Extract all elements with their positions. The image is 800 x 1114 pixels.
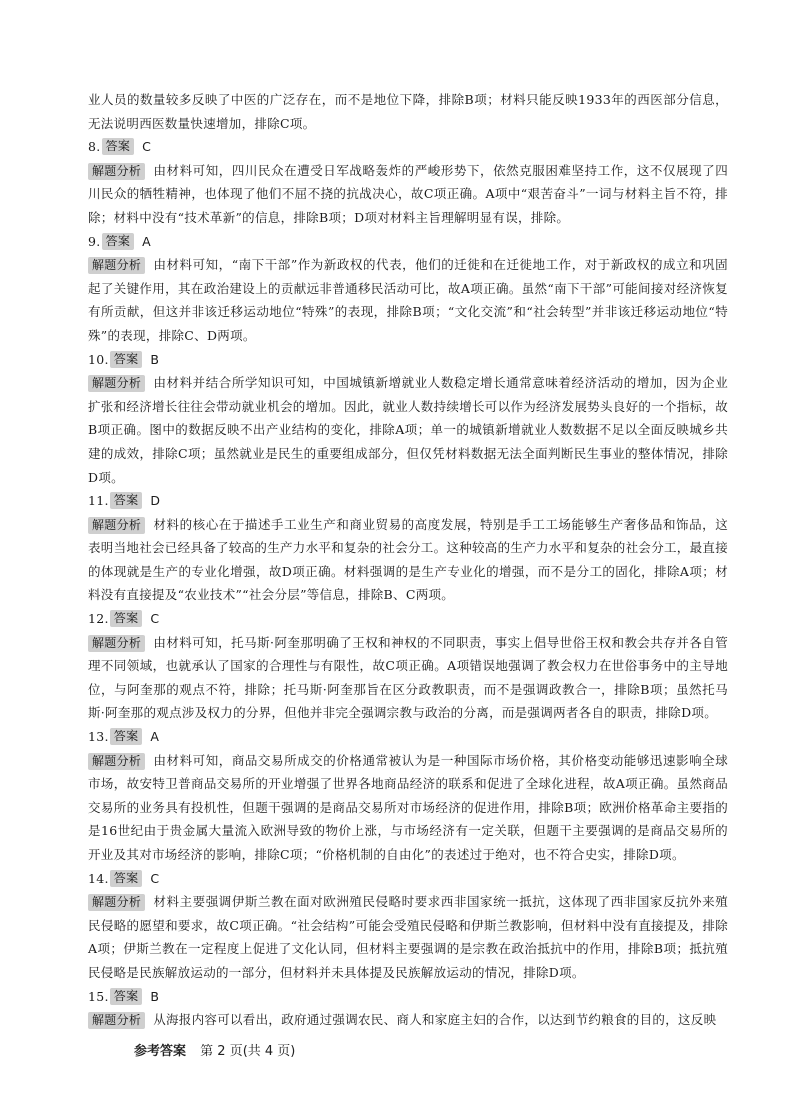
analysis-tag: 解题分析 (88, 753, 145, 770)
answer-letter: B (150, 351, 160, 367)
answer-letter: C (142, 139, 152, 155)
answer-tag: 答案 (110, 610, 143, 627)
analysis-text: 由材料可知，“南下干部”作为新政权的代表，他们的迁徙和在迁徙地工作，对于新政权的成立和巩固起了关键作用，其在政治建设上的贡献远非普通移民活动可比，故A项正确。虽然“南下干部”可能间接对经济恢复有所贡献，但这并非该迁移运动地位“特殊”的表现，排除B项；“文化交流”和“社会转型”并非该迁移运动地位“特殊”的表现，排除C、D两项。 (88, 257, 728, 343)
analysis-paragraph (88, 371, 728, 489)
analysis-tag: 解题分析 (88, 894, 145, 911)
answer-tag: 答案 (102, 233, 135, 250)
answer-letter: C (150, 611, 160, 627)
analysis-text: 由材料并结合所学知识可知，中国城镇新增就业人数稳定增长通常意味着经济活动的增加，因为企业扩张和经济增长往往会带动就业机会的增加。因此，就业人数持续增长可以作为经济发展势头良好的一个指标，故B项正确。图中的数据反映不出产业结构的变化，排除A项；单一的城镇新增就业人数数据不足以全面反映城乡共建的成效，排除C项；虽然就业是民生的重要组成部分，但仅凭材料数据无法全面判断民生事业的整体情况，排除D项。 (88, 375, 729, 485)
answer-tag: 答案 (110, 728, 143, 745)
question-item (88, 725, 728, 867)
analysis-paragraph (88, 159, 728, 230)
question-header (88, 230, 728, 254)
answer-tag: 答案 (110, 988, 143, 1005)
analysis-text: 材料的核心在于描述手工业生产和商业贸易的高度发展，特别是手工工场能够生产奢侈品和饰品，这表明当地社会已经具备了较高的生产力水平和复杂的社会分工。这种较高的生产力水平和复杂的社会分工，最直接的体现就是生产的专业化增强，故D项正确。材料强调的是生产专业化的增强，而不是分工的固化，排除A项；材料没有直接提及“农业技术”“社会分层”等信息，排除B、C两项。 (88, 516, 729, 603)
question-number: 8. (88, 139, 101, 155)
analysis-tag: 解题分析 (88, 1012, 145, 1029)
analysis-text: 由材料可知，托马斯·阿奎那明确了王权和神权的不同职责，事实上倡导世俗王权和教会共存并各自管理不同领域，也就承认了国家的合理性与有限性，故C项正确。A项错误地强调了教会权力在世俗事务中的主导地位，与阿奎那的观点不符，排除；托马斯·阿奎那旨在区分政教职责，而不是强调政教合一，排除B项；虽然托马斯·阿奎那的观点涉及权力的分界，但他并非完全强调宗教与政治的分离，而是强调两者各自的职责，排除D项。 (88, 634, 728, 721)
answer-content (88, 88, 728, 1032)
question-header (88, 867, 728, 891)
question-item (88, 607, 728, 725)
question-number: 14. (88, 870, 109, 886)
question-header (88, 135, 728, 159)
analysis-paragraph (88, 1008, 728, 1032)
question-header (88, 348, 728, 372)
analysis-text: 由材料可知，商品交易所成交的价格通常被认为是一种国际市场价格，其价格变动能够迅速影响全球市场，故安特卫普商品交易所的开业增强了世界各地商品经济的联系和促进了全球化进程，故A项正确。虽然商品交易所的业务具有投机性，但题干强调的是商品交易所对市场经济的促进作用，排除B项；欧洲价格革命主要指的是16世纪由于贵金属大量流入欧洲导致的物价上涨，与市场经济有一定关联，但题干主要强调的是商品交易所的开业及其对市场经济的影响，排除C项；“价格机制的自由化”的表述过于绝对，也不符合史实，排除D项。 (88, 752, 728, 862)
analysis-tag: 解题分析 (88, 257, 145, 274)
page-footer (134, 1040, 295, 1059)
question-item (88, 867, 728, 985)
question-item (88, 489, 728, 607)
answer-letter: A (142, 233, 151, 249)
answer-tag: 答案 (110, 870, 143, 887)
question-number: 13. (88, 729, 109, 745)
question-header (88, 607, 728, 631)
answer-list (88, 135, 728, 1032)
question-number: 12. (88, 611, 109, 627)
question-header (88, 489, 728, 513)
answer-letter: A (150, 729, 160, 745)
analysis-paragraph (88, 513, 728, 607)
answer-tag: 答案 (110, 351, 143, 368)
answer-letter: B (150, 988, 160, 1004)
analysis-text: 材料主要强调伊斯兰教在面对欧洲殖民侵略时要求西非国家统一抵抗，这体现了西非国家反抗外来殖民侵略的愿望和要求，故C项正确。“社会结构”可能会受殖民侵略和伊斯兰教影响，但材料中没有直接提及，排除A项；伊斯兰教在一定程度上促进了文化认同，但材料主要强调的是宗教在政治抵抗中的作用，排除B项；抵抗殖民侵略是民族解放运动的一部分，但材料并未具体提及民族解放运动的情况，排除D项。 (88, 894, 728, 980)
analysis-paragraph (88, 890, 728, 984)
analysis-tag: 解题分析 (88, 517, 145, 534)
analysis-text: 由材料可知，四川民众在遭受日军战略轰炸的严峻形势下，依然克服困难坚持工作，这不仅展现了四川民众的牺牲精神，也体现了他们不屈不挠的抗战决心，故C项正确。A项中“艰苦奋斗”一词与材料主旨不符，排除；材料中没有“技术革新”的信息，排除B项；D项对材料主旨理解明显有误，排除。 (88, 162, 728, 225)
question-number: 10. (88, 351, 109, 367)
question-number: 11. (88, 493, 109, 509)
answer-tag: 答案 (102, 138, 135, 155)
analysis-paragraph (88, 749, 728, 867)
answer-letter: C (150, 870, 160, 886)
analysis-tag: 解题分析 (88, 375, 145, 392)
continued-paragraph: 业人员的数量较多反映了中医的广泛存在，而不是地位下降，排除B项；材料只能反映1933年的西医部分信息，无法说明西医数量快速增加，排除C项。 (88, 92, 728, 131)
question-header (88, 725, 728, 749)
analysis-paragraph (88, 631, 728, 725)
analysis-tag: 解题分析 (88, 635, 145, 652)
question-item (88, 985, 728, 1032)
question-number: 9. (88, 233, 101, 249)
analysis-paragraph (88, 253, 728, 347)
question-item (88, 135, 728, 229)
footer-label: 参考答案 (134, 1044, 187, 1059)
page-number: 第 2 页(共 4 页) (200, 1044, 296, 1059)
question-number: 15. (88, 988, 109, 1004)
analysis-tag: 解题分析 (88, 163, 145, 180)
answer-tag: 答案 (110, 492, 143, 509)
question-item (88, 230, 728, 348)
analysis-text: 从海报内容可以看出，政府通过强调农民、商人和家庭主妇的合作，以达到节约粮食的目的，这反映 (153, 1012, 717, 1028)
question-header (88, 985, 728, 1009)
answer-letter: D (150, 493, 161, 509)
question-item (88, 348, 728, 490)
